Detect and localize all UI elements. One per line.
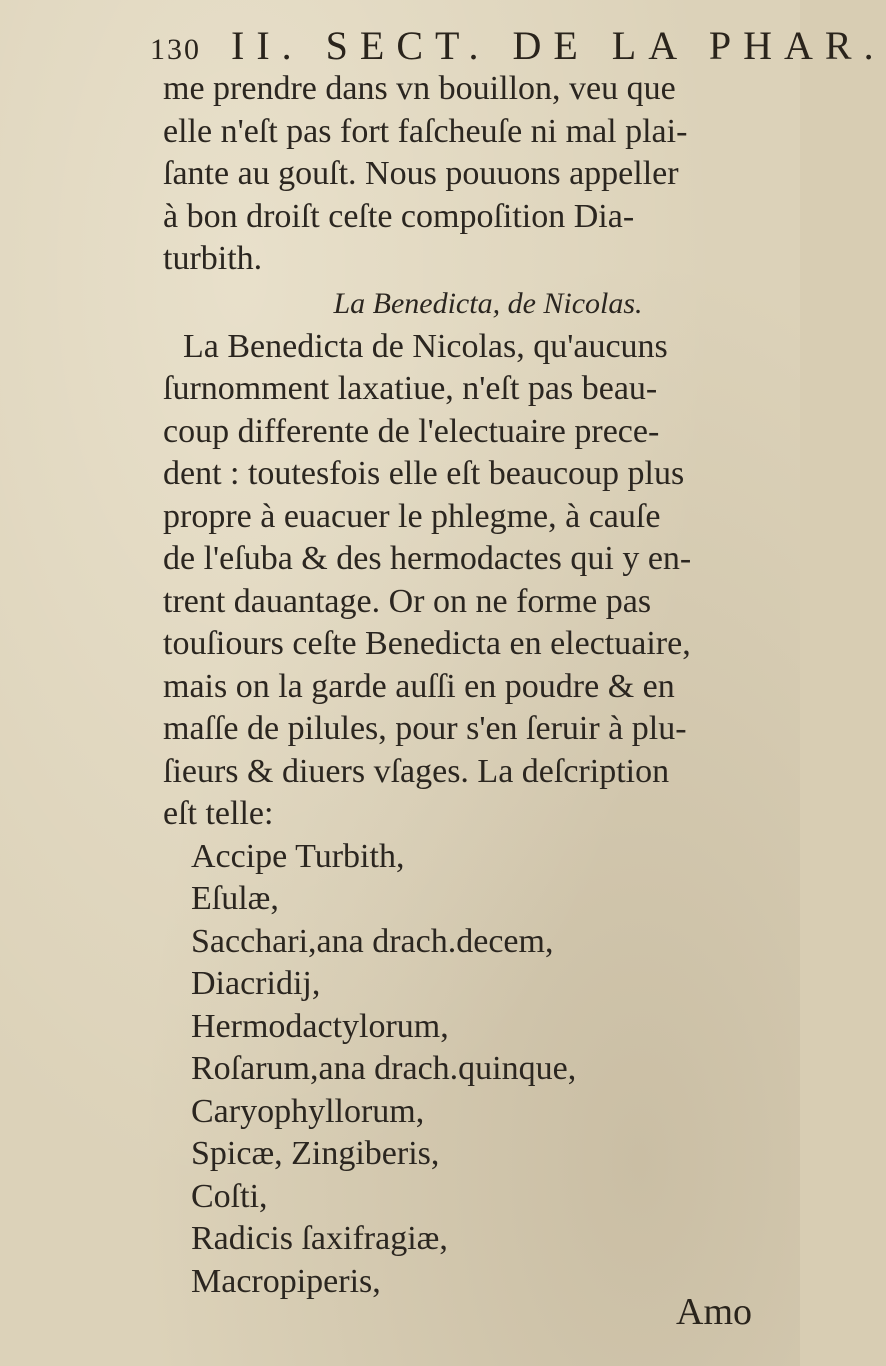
text-line: elle n'eſt pas fort faſcheuſe ni mal plai- <box>163 112 688 150</box>
recipe-line: Eſulæ, <box>191 880 279 917</box>
running-header <box>150 22 886 69</box>
recipe-line: Roſarum,ana drach.quinque, <box>191 1050 577 1087</box>
recipe-line: Sacchari,ana drach.decem, <box>191 922 554 960</box>
page-number: 130 <box>150 33 201 66</box>
recipe-line: Macropiperis, <box>191 1262 381 1300</box>
recipe-line: Spicæ, Zingiberis, <box>191 1135 440 1172</box>
text-line: coup differente de l'electuaire prece- <box>163 412 660 450</box>
text-line: dent : toutesfois elle eſt beaucoup plus <box>163 455 685 492</box>
text-line: propre à euacuer le phlegme, à cauſe <box>163 497 661 535</box>
running-title: II. SECT. DE LA PHAR. <box>231 23 886 68</box>
text-line: eſt telle: <box>163 795 274 832</box>
recipe-line: Caryophyllorum, <box>191 1092 425 1130</box>
text-line: touſiours ceſte Benedicta en electuaire, <box>163 625 691 662</box>
text-line: ſurnomment laxatiue, n'eſt pas beau- <box>163 370 658 407</box>
recipe-line: Accipe Turbith, <box>191 837 405 875</box>
recipe-line: Hermodactylorum, <box>191 1007 449 1045</box>
recipe-line: Radicis ſaxifragiæ, <box>191 1220 448 1257</box>
text-line: trent dauantage. Or on ne forme pas <box>163 582 652 620</box>
text-line: ſante au gouſt. Nous pouuons appeller <box>163 155 679 192</box>
text-line: maſſe de pilules, pour s'en ſeruir à plu- <box>163 710 687 747</box>
text-line: mais on la garde auſſi en poudre & en <box>163 667 675 705</box>
section-subheading: La Benedicta, de Nicolas. <box>333 286 643 320</box>
text-line: La Benedicta de Nicolas, qu'aucuns <box>183 327 668 365</box>
text-line: ſieurs & diuers vſages. La deſcription <box>163 752 670 790</box>
text-line: de l'eſuba & des hermodactes qui y en- <box>163 540 692 577</box>
text-line: me prendre dans vn bouillon, veu que <box>163 70 676 107</box>
catchword: Amo <box>676 1291 752 1333</box>
text-line: turbith. <box>163 240 263 277</box>
body-text <box>163 68 793 1303</box>
recipe-line: Diacridij, <box>191 965 321 1002</box>
text-line: à bon droiſt ceſte compoſition Dia- <box>163 197 635 235</box>
recipe-line: Coſti, <box>191 1177 268 1215</box>
